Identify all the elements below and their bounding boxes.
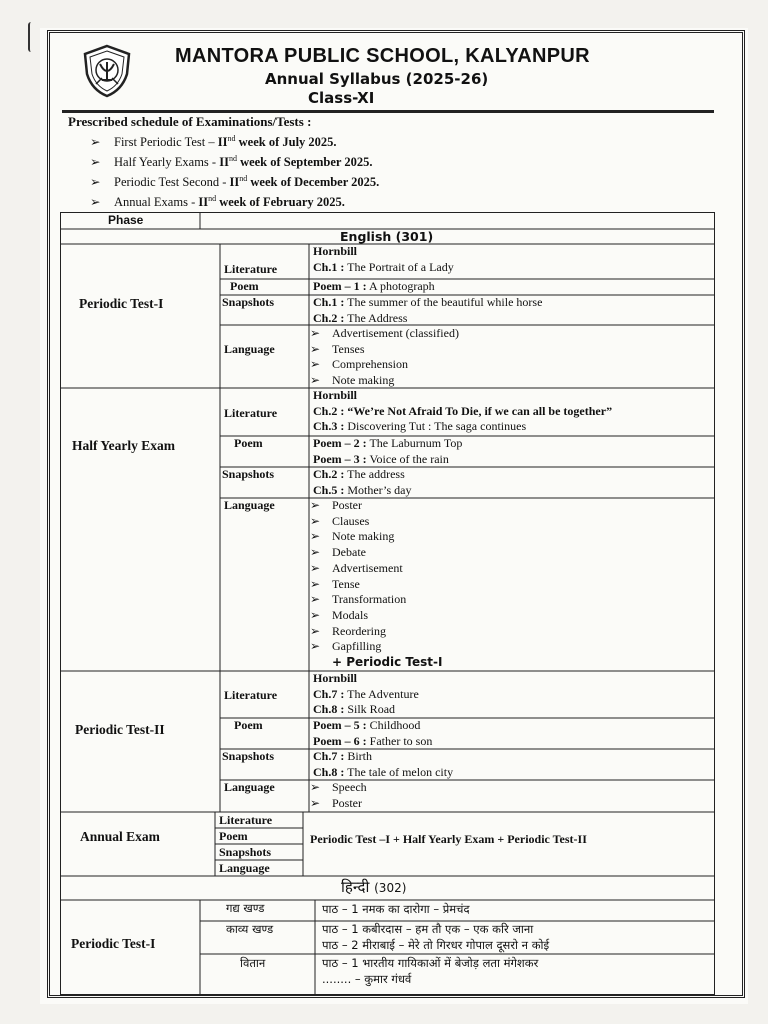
arrow-bullet-icon: ➢ — [310, 607, 321, 622]
hy-snapshots-content — [313, 467, 411, 498]
pt2-poem-title: Childhood — [366, 718, 421, 732]
schedule-week-rest: week of February 2025. — [216, 195, 345, 210]
pt2-poem-line — [313, 718, 432, 734]
hy-language-label: Language — [224, 498, 275, 512]
hy-snapshot-title: Mother’s day — [344, 482, 412, 497]
pt2-language-label: Language — [224, 780, 275, 794]
hindi-subject-code: (302) — [374, 881, 407, 895]
hindi-subject-header — [341, 877, 406, 898]
pt2-snapshot-line — [313, 749, 453, 765]
pt1-snapshots-content — [313, 295, 542, 326]
pt2-snapshot-chapter: Ch.7 : — [313, 749, 345, 763]
annual-content: Periodic Test –I + Half Yearly Exam + Periodic Test-II — [310, 832, 587, 846]
annual-sub-label: Poem — [219, 829, 248, 843]
pt1-language-list — [310, 326, 459, 389]
schedule-item — [90, 171, 379, 191]
schedule-exam-name: Annual Exams - — [114, 195, 199, 210]
pt2-poem-content — [313, 718, 432, 749]
pt2-literature-title: Silk Road — [344, 702, 396, 717]
pt1-language-text: Comprehension — [332, 357, 408, 372]
hy-language-text: Clauses — [332, 513, 370, 528]
schedule-exam-name: Half Yearly Exams - — [114, 155, 220, 170]
hy-language-text: Tense — [332, 576, 360, 591]
pt1-language-label: Language — [224, 342, 275, 356]
schedule-week-rest: week of July 2025. — [235, 135, 337, 150]
pt1-lit-title: The Portrait of a Lady — [344, 259, 454, 274]
schedule-week-suffix: nd — [239, 173, 248, 183]
arrow-bullet-icon: ➢ — [310, 560, 321, 575]
pt2-poem-chapter: Poem – 5 : — [313, 718, 367, 732]
pt2-literature-title: The Adventure — [344, 686, 419, 701]
schedule-item — [90, 151, 379, 171]
hindi-gadya-content: पाठ – 1 नमक का दारोगा – प्रेमचंद — [322, 902, 470, 916]
pt1-literature-label: Literature — [224, 262, 278, 276]
hy-poem-label: Poem — [234, 436, 263, 450]
pt2-poem-label: Poem — [234, 718, 263, 732]
phase-periodic-test-1: Periodic Test-I — [79, 296, 164, 311]
arrow-bullet-icon: ➢ — [90, 135, 101, 150]
hindi-vitan-content — [322, 956, 538, 987]
hy-snapshot-title: The address — [344, 467, 405, 481]
arrow-bullet-icon: ➢ — [310, 623, 321, 638]
hy-language-text: Modals — [332, 607, 368, 622]
pt2-poem-title: Father to son — [366, 733, 433, 748]
hy-language-text: Note making — [332, 529, 395, 544]
english-subject-header: English (301) — [340, 229, 434, 244]
hindi-phase-periodic-test-1: Periodic Test-I — [71, 936, 156, 951]
pt2-snapshot-chapter: Ch.8 : — [313, 764, 345, 779]
hy-language-item — [310, 514, 406, 530]
schedule-list — [90, 131, 379, 211]
pt1-literature-content — [313, 244, 454, 275]
schedule-week-rest: week of December 2025. — [247, 175, 380, 190]
hy-language-text: Advertisement — [332, 560, 403, 575]
pt1-language-item — [310, 373, 459, 389]
pt2-snapshot-title: Birth — [344, 749, 373, 763]
schedule-week: II — [219, 155, 229, 170]
pt2-language-text: Poster — [332, 795, 362, 810]
pt2-hornbill: Hornbill — [313, 671, 358, 685]
phase-column-header: Phase — [108, 213, 144, 227]
arrow-bullet-icon: ➢ — [310, 326, 321, 340]
pt1-language-item — [310, 342, 459, 358]
schedule-item — [90, 191, 379, 211]
hy-snapshot-chapter: Ch.5 : — [313, 482, 345, 497]
arrow-bullet-icon: ➢ — [310, 780, 321, 794]
hy-language-item — [310, 577, 406, 593]
arrow-bullet-icon: ➢ — [90, 175, 101, 190]
pt2-literature-chapter: Ch.7 : — [313, 686, 345, 701]
margin-mark — [28, 22, 34, 52]
hindi-gadya-label: गद्य खण्ड — [226, 901, 265, 915]
hy-language-text: Reordering — [332, 623, 386, 638]
hy-language-item — [310, 608, 406, 624]
schedule-item — [90, 131, 379, 151]
hy-hornbill: Hornbill — [313, 388, 358, 402]
schedule-exam-name: First Periodic Test – — [114, 135, 218, 150]
arrow-bullet-icon: ➢ — [310, 592, 321, 607]
pt1-poem-label: Poem — [230, 279, 259, 293]
hy-language-list — [310, 498, 406, 655]
schedule-week-suffix: nd — [228, 153, 237, 163]
hy-literature-content — [313, 388, 612, 435]
hy-language-text: Poster — [332, 498, 362, 512]
arrow-bullet-icon: ➢ — [90, 195, 101, 210]
pt1-language-text: Advertisement (classified) — [332, 326, 459, 340]
phase-half-yearly-exam: Half Yearly Exam — [72, 438, 175, 453]
schedule-week: II — [198, 195, 209, 210]
pt1-snapshots-label: Snapshots — [222, 295, 275, 309]
pt1-language-item — [310, 357, 459, 373]
syllabus-title: Annual Syllabus (2025-26) — [265, 70, 489, 88]
arrow-bullet-icon: ➢ — [310, 545, 321, 560]
arrow-bullet-icon: ➢ — [310, 341, 321, 356]
annual-sub-labels — [219, 812, 272, 876]
hy-snapshot-line — [313, 483, 411, 499]
schedule-week-suffix: nd — [208, 193, 217, 203]
header-divider — [62, 110, 714, 113]
annual-sub-label: Snapshots — [219, 845, 272, 859]
arrow-bullet-icon: ➢ — [310, 639, 321, 654]
pt2-literature-chapter: Ch.8 : — [313, 702, 345, 717]
pt1-snapshot-chapter: Ch.1 : — [313, 295, 345, 309]
hy-language-text: Debate — [332, 545, 366, 560]
schedule-week: II — [229, 175, 240, 190]
arrow-bullet-icon: ➢ — [310, 576, 321, 591]
arrow-bullet-icon: ➢ — [90, 155, 101, 170]
hy-poem-content — [313, 436, 462, 467]
hy-language-item — [310, 498, 406, 514]
hy-literature-title: Discovering Tut : The saga continues — [344, 419, 527, 434]
hy-poem-chapter: Poem – 2 : — [313, 436, 367, 450]
phase-periodic-test-2: Periodic Test-II — [75, 722, 165, 737]
hindi-kavya-content — [322, 922, 549, 953]
pt2-snapshots-label: Snapshots — [222, 749, 275, 763]
pt2-literature-label: Literature — [224, 688, 278, 702]
phase-annual-exam: Annual Exam — [80, 829, 160, 844]
annual-sub-label: Language — [219, 861, 270, 875]
pt1-hornbill: Hornbill — [313, 244, 358, 258]
hy-plus-periodic-test: + Periodic Test-I — [332, 655, 443, 669]
pt1-snapshot-title: The Address — [344, 310, 408, 325]
hy-poem-line — [313, 452, 462, 468]
pt2-language-list — [310, 780, 367, 811]
hindi-vitan-line: ........ – कुमार गंधर्व — [322, 971, 412, 986]
pt1-language-text: Note making — [332, 373, 395, 388]
pt2-language-item — [310, 796, 367, 812]
hy-language-item — [310, 624, 406, 640]
school-name: MANTORA PUBLIC SCHOOL, KALYANPUR — [175, 45, 590, 67]
arrow-bullet-icon: ➢ — [310, 373, 321, 388]
hindi-kavya-label: काव्य खण्ड — [226, 922, 274, 936]
pt2-literature-line — [313, 702, 419, 718]
pt1-snapshot-chapter: Ch.2 : — [313, 310, 345, 325]
hy-language-item — [310, 561, 406, 577]
pt2-snapshot-title: The tale of melon city — [344, 764, 454, 779]
hindi-vitan-label: वितान — [240, 956, 266, 970]
hy-language-text: Gapfilling — [332, 639, 382, 654]
hy-language-item — [310, 592, 406, 608]
pt2-literature-line — [313, 687, 419, 703]
schedule-week-suffix: nd — [227, 134, 236, 143]
hy-snapshot-chapter: Ch.2 : — [313, 467, 345, 481]
hy-language-item — [310, 545, 406, 561]
pt1-poem-title: A photograph — [366, 279, 435, 293]
hy-poem-title: The Laburnum Top — [366, 436, 463, 450]
hy-snapshot-line — [313, 467, 411, 483]
pt1-snapshot-line — [313, 311, 542, 327]
pt2-poem-line — [313, 734, 432, 750]
hy-literature-chapter: Ch.3 : — [313, 419, 345, 434]
pt2-language-text: Speech — [332, 780, 367, 794]
hy-literature-line — [313, 419, 612, 435]
pt2-poem-chapter: Poem – 6 : — [313, 733, 367, 748]
hy-language-item — [310, 639, 406, 655]
hindi-subject-title: हिन्दी — [341, 878, 370, 896]
pt1-language-item — [310, 326, 459, 342]
arrow-bullet-icon: ➢ — [310, 513, 321, 528]
arrow-bullet-icon: ➢ — [310, 795, 321, 810]
hindi-kavya-line: पाठ – 1 कबीरदास – हम तौ एक – एक करि जाना — [322, 922, 534, 936]
pt1-language-text: Tenses — [332, 341, 365, 356]
schedule-exam-name: Periodic Test Second - — [114, 175, 230, 190]
hindi-kavya-line: पाठ – 2 मीराबाई – मेरे तो गिरधर गोपाल दूसरो न कोई — [322, 937, 550, 952]
arrow-bullet-icon: ➢ — [310, 498, 321, 512]
hy-literature-label: Literature — [224, 406, 278, 420]
hy-language-text: Transformation — [332, 592, 407, 607]
arrow-bullet-icon: ➢ — [310, 357, 321, 372]
pt1-poem-number: Poem – 1 : — [313, 279, 367, 293]
pt1-lit-chapter: Ch.1 : — [313, 259, 345, 274]
hindi-vitan-line: पाठ – 1 भारतीय गायिकाओं में बेजोड़ लता मंगेशकर — [322, 956, 539, 970]
hy-snapshots-label: Snapshots — [222, 467, 275, 481]
pt2-language-item — [310, 780, 367, 796]
schedule-title: Prescribed schedule of Examinations/Tests : — [68, 114, 312, 129]
hy-language-item — [310, 529, 406, 545]
pt1-snapshot-title: The summer of the beautiful while horse — [344, 295, 543, 309]
pt2-snapshot-line — [313, 765, 453, 781]
class-name: Class-XI — [308, 89, 375, 107]
hy-poem-title: Voice of the rain — [366, 451, 449, 466]
hy-literature-chapter: Ch.2 : “We’re Not Afraid To Die, if we can all be together” — [313, 403, 613, 418]
school-logo-icon — [82, 44, 132, 98]
pt1-snapshot-line — [313, 295, 542, 311]
schedule-week-rest: week of September 2025. — [236, 155, 373, 170]
arrow-bullet-icon: ➢ — [310, 529, 321, 544]
pt2-literature-content — [313, 671, 419, 718]
pt2-snapshots-content — [313, 749, 453, 780]
hy-poem-chapter: Poem – 3 : — [313, 451, 367, 466]
schedule-week: II — [217, 135, 228, 150]
syllabus-table — [60, 212, 715, 995]
annual-sub-label: Literature — [219, 813, 273, 827]
hy-literature-line — [313, 404, 612, 420]
hy-poem-line — [313, 436, 462, 452]
pt1-poem-content — [313, 279, 435, 295]
